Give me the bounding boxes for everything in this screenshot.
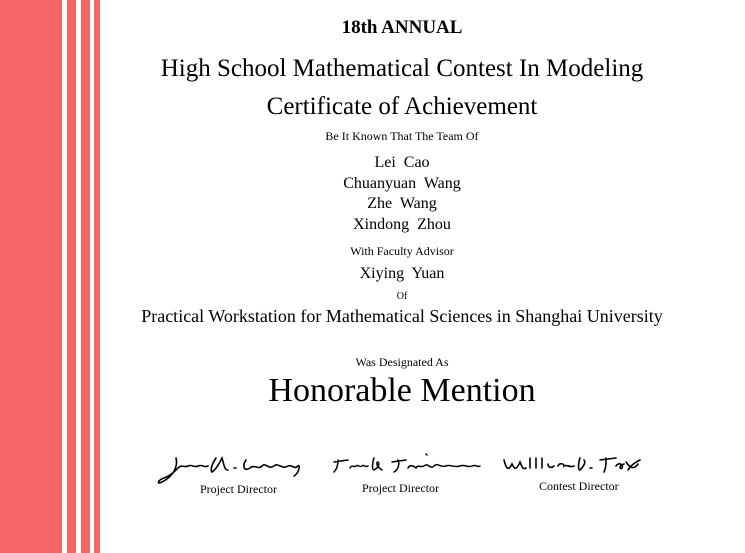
signature-title: Contest Director: [539, 479, 619, 493]
border-stripe-2: [81, 0, 90, 553]
team-member: Zhe Wang: [367, 195, 437, 212]
contest-name: High School Mathematical Contest In Modeling: [160, 55, 644, 82]
institution-name: Practical Workstation for Mathematical Sciences in Shanghai University: [141, 306, 663, 326]
be-it-known-text: Be It Known That The Team Of: [325, 129, 479, 143]
signature-block-1: [154, 450, 329, 500]
edition-heading: 18th ANNUAL: [341, 17, 463, 38]
of-label: Of: [396, 291, 408, 302]
certificate-title: Certificate of Achievement: [266, 93, 538, 120]
certificate-body: [100, 0, 704, 553]
designated-label: Was Designated As: [355, 355, 449, 369]
border-stripe-1: [67, 0, 76, 553]
left-border-band: [0, 0, 62, 553]
signature-title: Project Director: [362, 481, 439, 495]
signature-title: Project Director: [200, 482, 277, 496]
team-member: Lei Cao: [374, 154, 430, 171]
signature-william-fox: [500, 450, 650, 480]
team-member: Chuanyuan Wang: [343, 174, 461, 192]
faculty-advisor-label: With Faculty Advisor: [350, 244, 454, 258]
team-members-list: [100, 153, 704, 235]
signature-block-3: [500, 450, 650, 500]
signature-frank-giordano: [330, 450, 490, 482]
advisor-name: Xiying Yuan: [359, 265, 445, 282]
award-title: Honorable Mention: [268, 372, 536, 409]
team-member: Xindong Zhou: [353, 215, 451, 233]
signature-block-2: [330, 450, 490, 500]
